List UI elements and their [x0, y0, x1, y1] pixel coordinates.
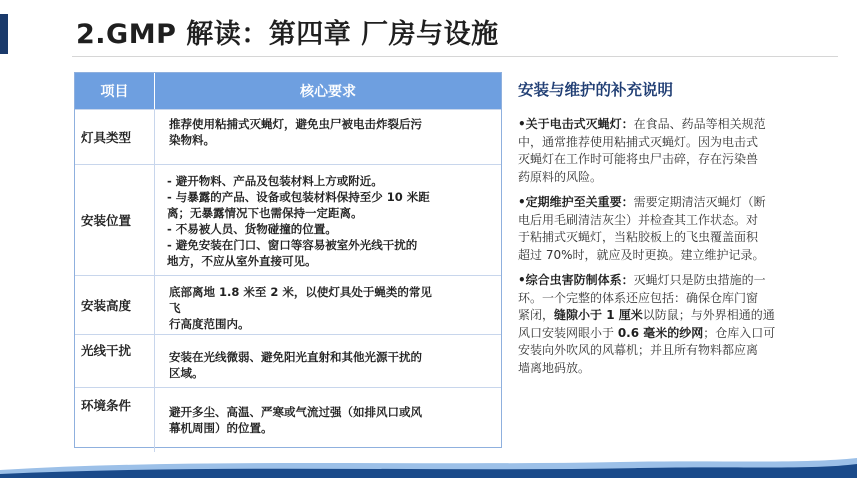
- bottom-wave-band: [0, 456, 857, 478]
- requirement-line: - 不易被人员、货物碰撞的位置。: [167, 222, 337, 236]
- note-text: 电后用毛刷清洁灰尘）并检查其工作状态。对: [518, 212, 759, 227]
- requirement-line: 避开多尘、高温、严寒或气流过强（如排风口或风: [169, 405, 422, 419]
- page-title: 2.GMP 解读：第四章 厂房与设施: [76, 19, 499, 50]
- requirement-line: 幕机周围）的位置。: [169, 421, 273, 435]
- row-item: 灯具类型: [75, 110, 155, 164]
- requirement-line: 飞: [169, 301, 181, 315]
- row-item: 安装高度: [75, 276, 155, 334]
- requirement-line: 地方，不应从室外直接可见。: [167, 254, 317, 268]
- wave-graphic: [0, 456, 857, 478]
- note-maintenance: [518, 194, 828, 264]
- note-text: ；仓库入口可: [703, 325, 776, 340]
- row-requirement: [155, 276, 501, 334]
- note-text: 需要定期清洁灭蝇灯（断: [633, 195, 766, 209]
- requirement-line: - 避免安装在门口、窗口等容易被室外光线干扰的: [167, 238, 418, 252]
- note-text: 于粘捕式灭蝇灯，当粘胶板上的飞虫覆盖面积: [518, 230, 759, 244]
- row-requirement: [155, 110, 501, 164]
- note-text: 药原料的风险。: [518, 169, 603, 184]
- row-requirement: [155, 335, 501, 387]
- header-item: 项目: [75, 73, 155, 109]
- table-header: [75, 73, 501, 109]
- row-item: 环境条件: [75, 388, 155, 452]
- note-text: 以防鼠；与外界相通的通: [642, 308, 775, 322]
- title-divider: [72, 56, 838, 57]
- requirement-line: 推荐使用粘捕式灭蝇灯，避免虫尸被电击炸裂后污: [169, 117, 422, 131]
- row-item: 安装位置: [75, 165, 155, 275]
- note-emphasis: 0.6 毫米的纱网: [617, 325, 704, 340]
- requirement-line: 染物料。: [169, 133, 215, 147]
- note-text: 超过 70%时，就应及时更换。建立维护记录。: [518, 247, 765, 262]
- row-requirement: [155, 165, 501, 275]
- notes-title: 安装与维护的补充说明: [518, 81, 674, 99]
- note-electric-trap: [518, 116, 828, 186]
- header-requirement: 核心要求: [300, 84, 356, 100]
- note-text: 风口安装网眼小于: [518, 325, 618, 340]
- requirement-line: 底部离地 1.8 米至 2 米，以使灯具处于蝇类的常见: [169, 285, 432, 299]
- table-row: [75, 164, 501, 275]
- note-label: •定期维护至关重要：: [518, 195, 634, 209]
- row-item: 光线干扰: [75, 335, 155, 387]
- note-text: 灭蝇灯只是防虫措施的一: [633, 273, 766, 287]
- requirements-table: [74, 72, 502, 448]
- note-text: 灭蝇灯在工作时可能将虫尸击碎，存在污染兽: [518, 152, 759, 166]
- note-text: 中，通常推荐使用粘捕式灭蝇灯。因为电击式: [518, 134, 759, 149]
- note-text: 墙离地码放。: [518, 360, 591, 375]
- note-emphasis: 缝隙小于 1 厘米: [554, 308, 643, 322]
- requirement-line: - 与暴露的产品、设备或包装材料保持至少 10 米距: [167, 190, 430, 204]
- note-text: 环。一个完整的体系还应包括：确保仓库门窗: [518, 290, 759, 305]
- title-accent-bar: [0, 14, 8, 54]
- table-row: [75, 334, 501, 387]
- requirement-line: 行高度范围内。: [169, 317, 250, 331]
- requirement-line: - 避开物料、产品及包装材料上方或附近。: [167, 174, 383, 188]
- requirement-line: 离；无暴露情况下也需保持一定距离。: [167, 206, 363, 220]
- table-row: [75, 275, 501, 334]
- note-text: 在食品、药品等相关规范: [633, 117, 766, 131]
- note-text: 安装向外吹风的风幕机；并且所有物料都应离: [518, 343, 759, 357]
- supplementary-notes: [518, 78, 828, 385]
- table-row: [75, 109, 501, 164]
- note-pest-control: [518, 272, 828, 377]
- requirement-line: 安装在光线微弱、避免阳光直射和其他光源干扰的: [169, 350, 422, 364]
- row-requirement: [155, 388, 501, 452]
- note-label: •综合虫害防制体系：: [518, 273, 634, 287]
- note-label: •关于电击式灭蝇灯：: [518, 117, 634, 131]
- note-text: 紧闭，: [518, 308, 555, 322]
- requirement-line: 区域。: [169, 366, 204, 380]
- table-row: [75, 387, 501, 452]
